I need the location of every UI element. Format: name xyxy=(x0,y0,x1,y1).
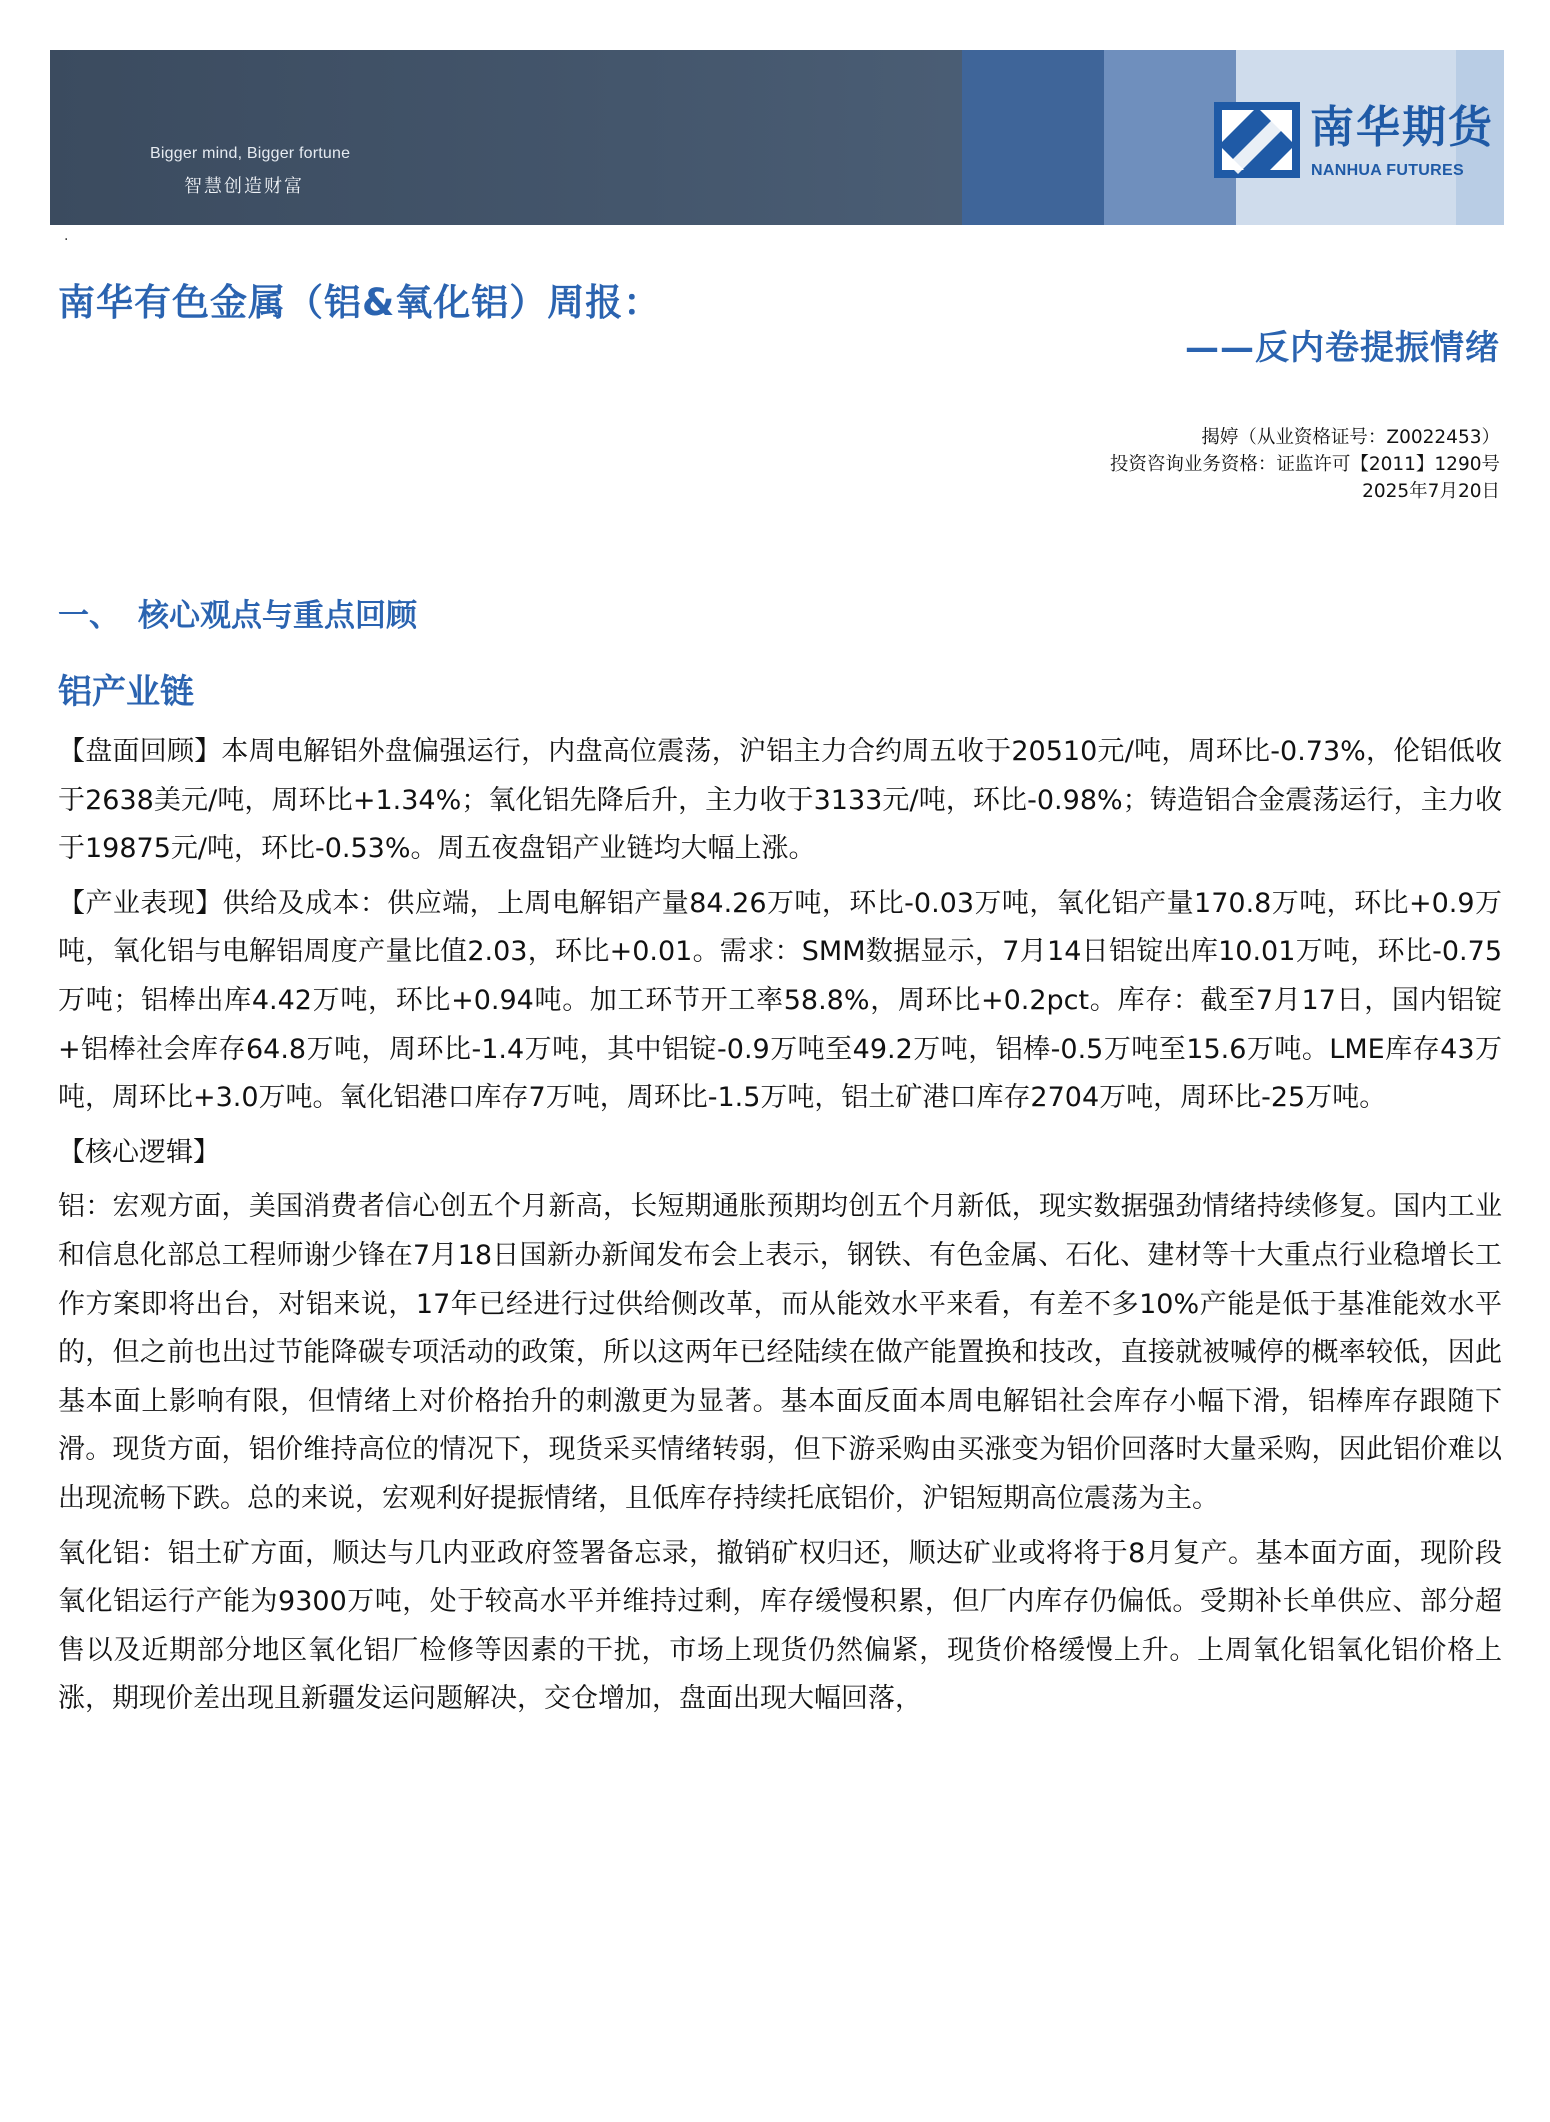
page-marker: · xyxy=(64,232,69,248)
author-line: 揭婷（从业资格证号：Z0022453） xyxy=(1201,427,1500,448)
paragraph-market-review: 【盘面回顾】本周电解铝外盘偏强运行，内盘高位震荡，沪铝主力合约周五收于20510元/吨，周环比-0.73%，伦铝低收于2638美元/吨，周环比+1.34%；氧化铝先降后升，主力收于3133元/吨，环比-0.98%；铸造铝合金震荡运行，主力收于19875元/吨，环比-0.53%。周五夜盘铝产业链均大幅上涨。 xyxy=(58,736,1502,865)
license-line: 投资咨询业务资格：证监许可【2011】1290号 xyxy=(1109,454,1500,475)
slogan-chinese: 智慧创造财富 xyxy=(184,176,304,197)
banner-stripe xyxy=(962,50,1104,225)
paragraph-core-logic-heading: 【核心逻辑】 xyxy=(58,1136,220,1168)
report-meta xyxy=(1110,424,1500,505)
report-date: 2025年7月20日 xyxy=(1362,481,1500,502)
slogan-english: Bigger mind, Bigger fortune xyxy=(150,145,351,162)
nanhua-logo-icon xyxy=(1214,102,1300,178)
section-heading xyxy=(58,590,417,635)
report-subtitle: ——反内卷提振情绪 xyxy=(1185,328,1500,368)
brand-name-chinese: 南华期货 xyxy=(1310,102,1494,153)
paragraph-alumina-logic: 氧化铝：铝土矿方面，顺达与几内亚政府签署备忘录，撤销矿权归还，顺达矿业或将将于8月复产。基本面方面，现阶段氧化铝运行产能为9300万吨，处于较高水平并维持过剩，库存缓慢积累，但厂内库存仍偏低。受期补长单供应、部分超售以及近期部分地区氧化铝厂检修等因素的干扰，市场上现货仍然偏紧，现货价格缓慢上升。上周氧化铝氧化铝价格上涨，期现价差出现且新疆发运问题解决，交仓增加，盘面出现大幅回落， xyxy=(58,1537,1502,1715)
subsection-heading: 铝产业链 xyxy=(58,672,194,712)
section-number: 一、 xyxy=(58,598,120,634)
brand-name-english: NANHUA FUTURES xyxy=(1311,162,1464,179)
header-banner xyxy=(50,50,1504,225)
report-title: 南华有色金属（铝&氧化铝）周报： xyxy=(58,281,662,324)
paragraph-industry-performance: 【产业表现】供给及成本：供应端，上周电解铝产量84.26万吨，环比-0.03万吨，氧化铝产量170.8万吨，环比+0.9万吨，氧化铝与电解铝周度产量比值2.03，环比+0.01。需求：SMM数据显示，7月14日铝锭出库10.01万吨，环比-0.75万吨；铝棒出库4.42万吨，环比+0.94吨。加工环节开工率58.8%，周环比+0.2pct。库存：截至7月17日，国内铝锭+铝棒社会库存64.8万吨，周环比-1.4万吨，其中铝锭-0.9万吨至49.2万吨，铝棒-0.5万吨至15.6万吨。LME库存43万吨，周环比+3.0万吨。氧化铝港口库存7万吨，周环比-1.5万吨，铝土矿港口库存2704万吨，周环比-25万吨。 xyxy=(58,887,1502,1114)
paragraph-aluminum-logic: 铝：宏观方面，美国消费者信心创五个月新高，长短期通胀预期均创五个月新低，现实数据强劲情绪持续修复。国内工业和信息化部总工程师谢少锋在7月18日国新办新闻发布会上表示，钢铁、有色金属、石化、建材等十大重点行业稳增长工作方案即将出台，对铝来说，17年已经进行过供给侧改革，而从能效水平来看，有差不多10%产能是低于基准能效水平的，但之前也出过节能降碳专项活动的政策，所以这两年已经陆续在做产能置换和技改，直接就被喊停的概率较低，因此基本面上影响有限，但情绪上对价格抬升的刺激更为显著。基本面反面本周电解铝社会库存小幅下滑，铝棒库存跟随下滑。现货方面，铝价维持高位的情况下，现货采买情绪转弱，但下游采购由买涨变为铝价回落时大量采购，因此铝价难以出现流畅下跌。总的来说，宏观利好提振情绪，且低库存持续托底铝价，沪铝短期高位震荡为主。 xyxy=(58,1191,1502,1514)
section-title: 核心观点与重点回顾 xyxy=(138,598,417,634)
report-body xyxy=(58,728,1502,1730)
